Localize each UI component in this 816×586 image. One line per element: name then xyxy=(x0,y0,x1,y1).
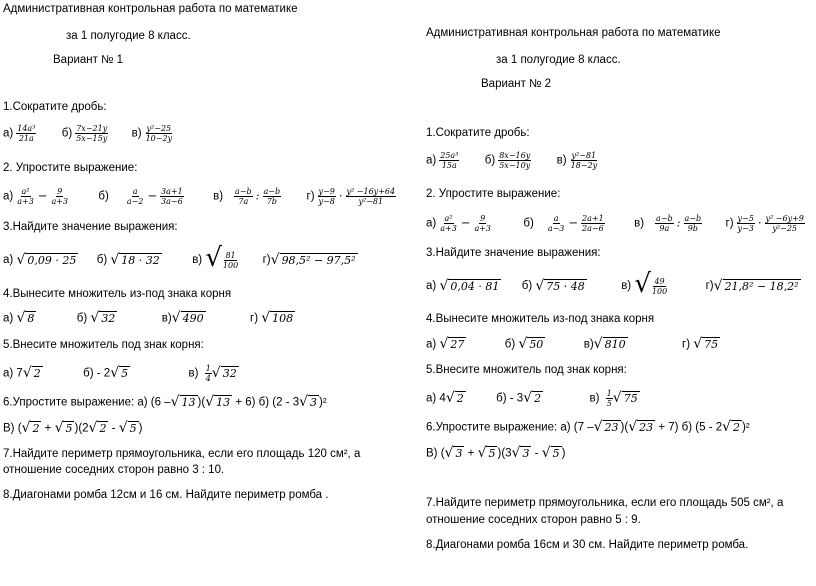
q7-line-2: отношение соседних сторон равно 5 : 9. xyxy=(426,514,641,526)
q1-items xyxy=(3,124,176,143)
q3-items: а) √ 0,09 · 25 б) √ 18 · 32 в) √ $\frac{81}{100}$ г)√ 98,5² − 97,5² xyxy=(3,243,356,273)
title: Административная контрольная работа по математике xyxy=(3,3,298,15)
q5-heading: 5.Внесите множитель под знак корня: xyxy=(3,339,204,351)
q1-c-label: в) xyxy=(131,127,142,140)
q3-items: а) √ 0,04 · 81 б) √ 75 · 48 в) √ $\frac{49}{100}$ г)√ 21,8² − 18,2² xyxy=(426,269,799,299)
q1-items: а) $\frac{\text{25a³}}{15a}$ б) $\frac{8x-16y}{5x-10y}$ в) $\frac{\text{y²−81}}{18-2y}$ xyxy=(426,151,598,170)
q1-b-label: б) xyxy=(61,127,73,140)
q7-line-1: 7.Найдите периметр прямоугольника, если его площадь 505 см², а xyxy=(426,497,784,509)
q3-heading: 3.Найдите значение выражения: xyxy=(3,221,178,233)
q7-line-1: 7.Найдите периметр прямоугольника, если его площадь 120 см², а xyxy=(3,448,361,460)
q6-line-2: В) (√ 2 + √ 5 )(2√ 2 - √ 5 ) xyxy=(3,420,143,436)
variant-1-column xyxy=(3,0,403,586)
q7-line-2: отношение соседних сторон равно 3 : 10. xyxy=(3,464,225,476)
q1-a-label: а) xyxy=(3,127,14,140)
q4-items: а) √ 27 б) √ 50 в)√ 810 г) √ 75 xyxy=(426,336,719,352)
variant-label: Вариант № 1 xyxy=(53,54,124,66)
q1-heading: 1.Сократите дробь: xyxy=(3,101,107,113)
q4-heading: 4.Вынесите множитель из-под знака корня xyxy=(426,313,655,325)
fraction: $\frac{\text{y²−25}}{10-2y}$ xyxy=(145,124,173,143)
sqrt: √ 0,09 · 25 xyxy=(16,251,77,268)
q4-heading: 4.Вынесите множитель из-под знака корня xyxy=(3,288,232,300)
fraction: $\frac{7x-21y}{5x-15y}$ xyxy=(76,124,108,143)
q8: 8.Диагонами ромба 12см и 16 см. Найдите периметр ромба . xyxy=(3,489,329,501)
q1-heading: 1.Сократите дробь: xyxy=(426,127,530,139)
q5-items: а) 4√ 2 б) - 3√ 2 в) $\frac{1}{5}$ √ 75 xyxy=(426,389,638,408)
q6-line-1: 6.Упростите выражение: а) (6 –√ 13 )(√ 13 + 6) б) (2 - 3√ 3 )² xyxy=(3,394,327,410)
q5-items: а) 7√ 2 б) - 2√ 5 в) $\frac{1}{4}$ √ 32 xyxy=(3,364,237,383)
subtitle: за 1 полугодие 8 класс. xyxy=(496,54,621,66)
q6-line-1: 6.Упростите выражение: а) (7 –√ 23 )(√ 23 + 7) б) (5 - 2√ 2 )² xyxy=(426,419,750,435)
q4-items: а) √ 8 б) √ 32 в)√ 490 г) √ 108 xyxy=(3,310,294,326)
q2-heading: 2. Упростите выражение: xyxy=(426,188,561,200)
q2-items: а) $\frac{\text{a²}}{a+3}$ − $\frac{9}{a+3}$ б) $\frac{a}{a-3}$ − $\frac{2a+1}{2a-6}$ в) $\frac{a-b}{9a}$ : $\frac{a-b}{9b}$ г) $\frac{y-5}{y-3}$ · $\frac{\text{y² −6y+9}}{\text{y²−25}}$ xyxy=(426,214,804,233)
title: Административная контрольная работа по математике xyxy=(426,27,721,39)
q2-items: а) $\frac{\text{a²}}{a+3}$ − $\frac{9}{a+3}$ б) $\frac{a}{a-2}$ − $\frac{3a+1}{3a-6}$ в) $\frac{a-b}{7a}$ : $\frac{a-b}{7b}$ г) $\frac{y-9}{y-8}$ · $\frac{\text{y² −16y+64}}{\text{y²−81}}$ xyxy=(3,187,396,206)
variant-2-column xyxy=(426,0,816,586)
subtitle: за 1 полугодие 8 класс. xyxy=(66,30,191,42)
variant-label: Вариант № 2 xyxy=(481,78,552,90)
q8: 8.Диагонами ромба 16см и 30 см. Найдите периметр ромба. xyxy=(426,539,749,551)
q2-heading: 2. Упростите выражение: xyxy=(3,162,138,174)
fraction: $\frac{\text{14a³}}{21a}$ xyxy=(17,124,36,143)
q5-heading: 5.Внесите множитель под знак корня: xyxy=(426,364,627,376)
q6-line-2: В) (√ 3 + √ 5 )(3√ 3 - √ 5 ) xyxy=(426,445,566,461)
q3-heading: 3.Найдите значение выражения: xyxy=(426,247,601,259)
